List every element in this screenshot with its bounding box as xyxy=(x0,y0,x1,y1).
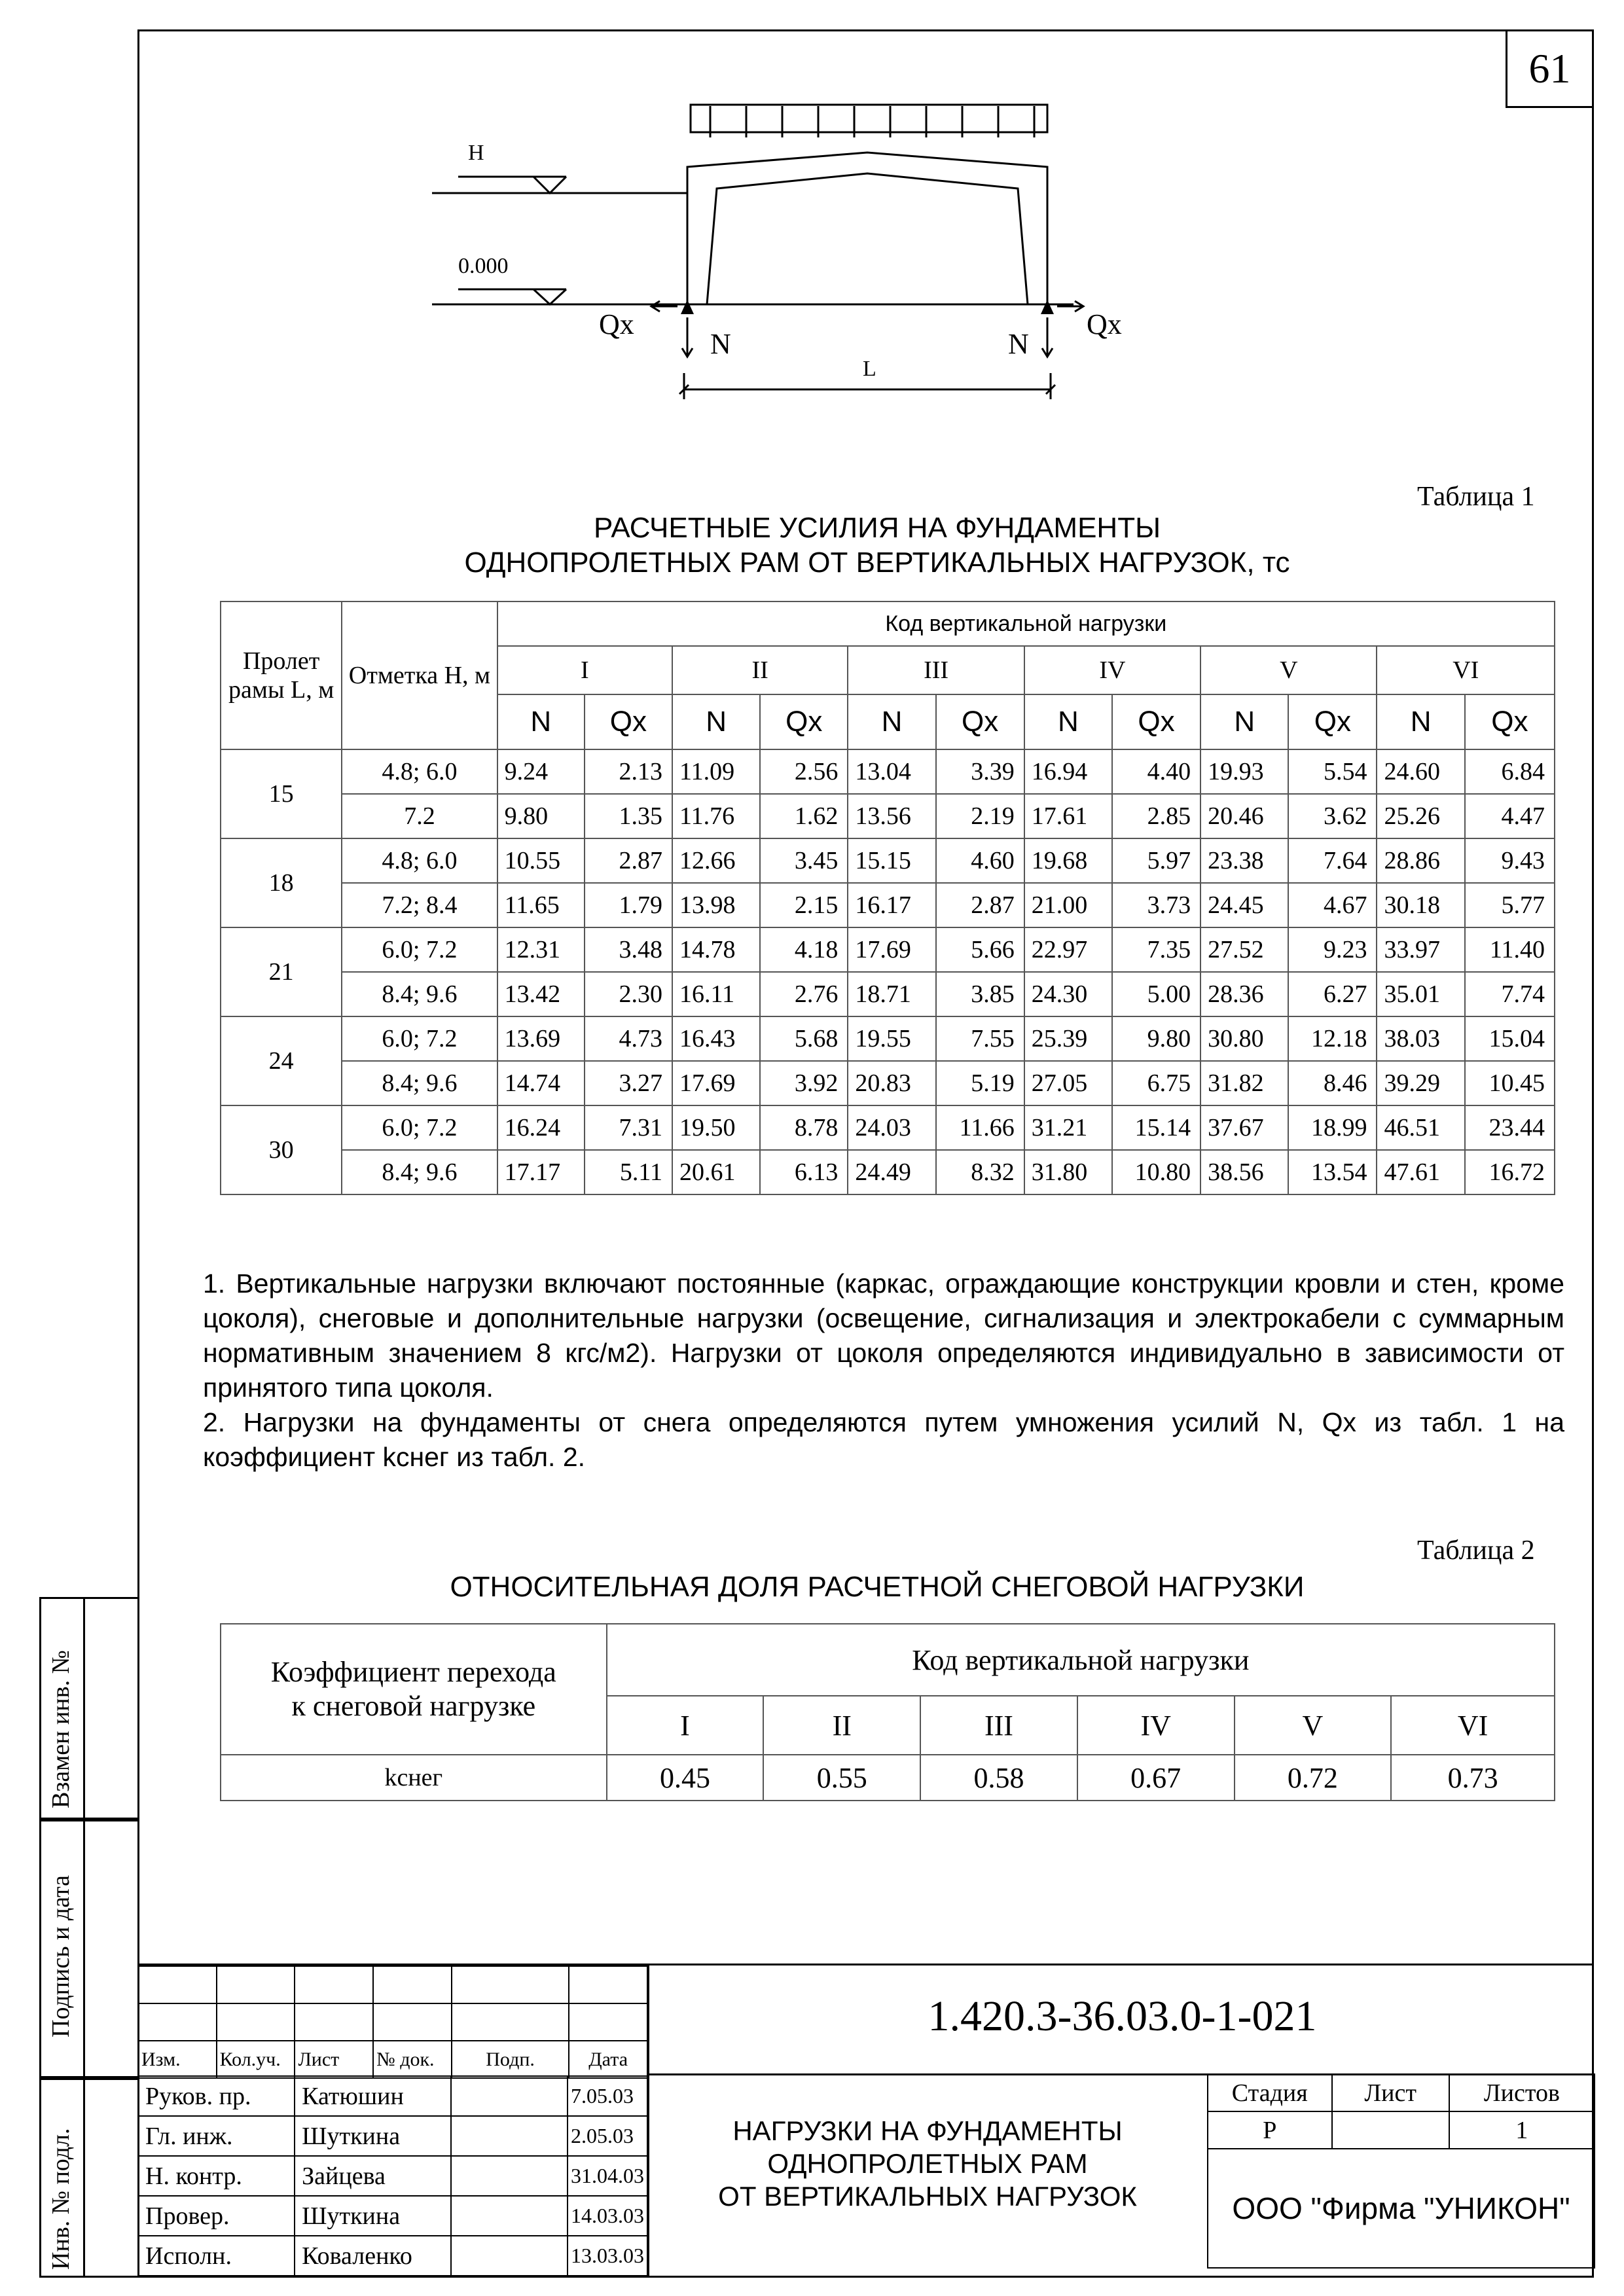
side-replaced-inv xyxy=(39,1597,137,1820)
table1-n-value: 39.29 xyxy=(1377,1061,1464,1105)
table1-span-cell: 24 xyxy=(221,1016,342,1105)
stamp-stage-value: Р xyxy=(1208,2111,1332,2149)
signature-name: Коваленко xyxy=(295,2236,451,2276)
table1-qx-value: 4.67 xyxy=(1288,883,1377,927)
table1-mark-cell: 4.8; 6.0 xyxy=(342,838,497,883)
table1-n-value: 14.78 xyxy=(672,927,760,972)
table1-n-value: 17.69 xyxy=(672,1061,760,1105)
table2-title: ОТНОСИТЕЛЬНАЯ ДОЛЯ РАСЧЕТНОЙ СНЕГОВОЙ НАГРУЗКИ xyxy=(450,1571,1305,1603)
table1-n-value: 28.36 xyxy=(1200,972,1288,1016)
stamp-col-sheet: Лист xyxy=(295,2041,373,2078)
table1-qx-value: 10.45 xyxy=(1465,1061,1555,1105)
table1-n-value: 46.51 xyxy=(1377,1105,1464,1150)
signature-row xyxy=(138,2116,647,2156)
stamp-company: ООО "Фирма "УНИКОН" xyxy=(1208,2149,1595,2268)
table1-qx-value: 7.64 xyxy=(1288,838,1377,883)
table1-row xyxy=(221,883,1555,927)
table1-qx-value: 3.45 xyxy=(760,838,848,883)
table1-qx-value: 3.39 xyxy=(936,749,1024,794)
table1-n-value: 20.83 xyxy=(848,1061,935,1105)
table1-span-cell: 15 xyxy=(221,749,342,838)
table1-header-code: Код вертикальной нагрузки xyxy=(497,601,1555,646)
table1-qx-value: 1.35 xyxy=(585,794,672,838)
table1-qx-value: 7.74 xyxy=(1465,972,1555,1016)
signature-name: Шуткина xyxy=(295,2116,451,2156)
table1-qx-value: 11.40 xyxy=(1465,927,1555,972)
table1-mark-cell: 6.0; 7.2 xyxy=(342,1105,497,1150)
table1-mark-cell: 8.4; 9.6 xyxy=(342,1061,497,1105)
table1-n-value: 13.42 xyxy=(497,972,585,1016)
table1-qx-value: 2.30 xyxy=(585,972,672,1016)
table2-code-2: II xyxy=(763,1696,920,1755)
table2-value-6: 0.73 xyxy=(1391,1755,1555,1801)
table1-n-value: 37.67 xyxy=(1200,1105,1288,1150)
diagram-label-h: H xyxy=(468,141,484,165)
table1-row xyxy=(221,1061,1555,1105)
signatures-table xyxy=(137,2075,648,2276)
table1-qx-value: 5.77 xyxy=(1465,883,1555,927)
table1-qx-value: 5.19 xyxy=(936,1061,1024,1105)
table1-mark-cell: 6.0; 7.2 xyxy=(342,927,497,972)
table1-subheader-n: N xyxy=(1200,694,1288,749)
table1-n-value: 47.61 xyxy=(1377,1150,1464,1194)
table2-value-2: 0.55 xyxy=(763,1755,920,1801)
table1-qx-value: 15.04 xyxy=(1465,1016,1555,1061)
table1-n-value: 25.39 xyxy=(1024,1016,1112,1061)
stamp-title-line3: ОТ ВЕРТИКАЛЬНЫХ НАГРУЗОК xyxy=(718,2181,1137,2212)
table1-qx-value: 8.78 xyxy=(760,1105,848,1150)
side-label-signature-date: Подпись и дата xyxy=(47,1874,75,2037)
table1-row xyxy=(221,1150,1555,1194)
signature-role: Провер. xyxy=(138,2196,295,2236)
table1-n-value: 16.24 xyxy=(497,1105,585,1150)
side-label-inv-original: Инв. № подл. xyxy=(47,2128,75,2270)
table1-n-value: 11.65 xyxy=(497,883,585,927)
table1-subheader-qx: Qx xyxy=(936,694,1024,749)
table1-span-cell: 18 xyxy=(221,838,342,927)
table1-subheader-qx: Qx xyxy=(1112,694,1200,749)
table1-code-5: V xyxy=(1200,646,1377,694)
table1-mark-cell: 8.4; 9.6 xyxy=(342,1150,497,1194)
signature-role: Н. контр. xyxy=(138,2156,295,2196)
diagram-label-l: L xyxy=(863,357,876,381)
table1-qx-value: 9.23 xyxy=(1288,927,1377,972)
table1-n-value: 38.03 xyxy=(1377,1016,1464,1061)
stamp-col-sign: Подп. xyxy=(452,2041,569,2078)
table2-code-3: III xyxy=(920,1696,1077,1755)
table1-qx-value: 2.87 xyxy=(936,883,1024,927)
table1-qx-value: 10.80 xyxy=(1112,1150,1200,1194)
table1-n-value: 17.69 xyxy=(848,927,935,972)
table1-row xyxy=(221,927,1555,972)
table1-qx-value: 3.27 xyxy=(585,1061,672,1105)
table1-n-value: 30.80 xyxy=(1200,1016,1288,1061)
signature-date: 14.03.03 xyxy=(568,2196,647,2236)
table1-qx-value: 7.35 xyxy=(1112,927,1200,972)
table1-qx-value: 6.27 xyxy=(1288,972,1377,1016)
table1-n-value: 16.94 xyxy=(1024,749,1112,794)
stamp-stage-table xyxy=(1207,2073,1595,2269)
revision-grid xyxy=(137,1965,648,2079)
table2 xyxy=(220,1623,1555,1801)
table1-qx-value: 4.60 xyxy=(936,838,1024,883)
table2-value-1: 0.45 xyxy=(607,1755,764,1801)
signature-date: 31.04.03 xyxy=(568,2156,647,2196)
table1-subheader-n: N xyxy=(1377,694,1464,749)
signature-sign xyxy=(451,2156,568,2196)
table1-qx-value: 6.13 xyxy=(760,1150,848,1194)
signature-role: Руков. пр. xyxy=(138,2076,295,2116)
table1-n-value: 13.56 xyxy=(848,794,935,838)
table1-subheader-qx: Qx xyxy=(760,694,848,749)
table1-qx-value: 3.85 xyxy=(936,972,1024,1016)
diagram-label-n-left: N xyxy=(710,328,731,360)
table1-qx-value: 3.48 xyxy=(585,927,672,972)
table1-n-value: 18.71 xyxy=(848,972,935,1016)
table1-n-value: 20.61 xyxy=(672,1150,760,1194)
stamp-right-area xyxy=(648,1965,1594,2278)
table2-value-3: 0.58 xyxy=(920,1755,1077,1801)
sheet-number: 61 xyxy=(1506,29,1594,108)
table1-qx-value: 6.75 xyxy=(1112,1061,1200,1105)
signature-row xyxy=(138,2236,647,2276)
table1-n-value: 30.18 xyxy=(1377,883,1464,927)
signature-row xyxy=(138,2156,647,2196)
table1-code-1: I xyxy=(497,646,672,694)
table1-n-value: 19.50 xyxy=(672,1105,760,1150)
signature-row xyxy=(138,2196,647,2236)
table1-qx-value: 23.44 xyxy=(1465,1105,1555,1150)
stamp-title-line2: ОДНОПРОЛЕТНЫХ РАМ xyxy=(767,2148,1088,2179)
table1 xyxy=(220,601,1555,1195)
table1-qx-value: 1.62 xyxy=(760,794,848,838)
side-label-replaced-inv: Взамен инв. № xyxy=(47,1650,75,1808)
stamp-title xyxy=(649,2115,1206,2213)
table1-n-value: 27.52 xyxy=(1200,927,1288,972)
table1-n-value: 9.24 xyxy=(497,749,585,794)
table2-header-coef: Коэффициент перехода к снеговой нагрузке xyxy=(221,1624,607,1755)
note-1: 1. Вертикальные нагрузки включают постоянные (каркас, ограждающие конструкции кровли и стен, кроме цоколя), снеговые и дополнительные нагрузки (освещение, сигнализация и электрокабели с суммарным нормативным значением 8 кгс/м2). Нагрузки от цоколя определяются индивидуально в зависимости от принятого типа цоколя. xyxy=(203,1268,1564,1403)
table1-qx-value: 2.15 xyxy=(760,883,848,927)
table1-qx-value: 4.40 xyxy=(1112,749,1200,794)
table1-n-value: 21.00 xyxy=(1024,883,1112,927)
table1-n-value: 11.76 xyxy=(672,794,760,838)
table1-header-mark: Отметка Н, м xyxy=(342,601,497,749)
table1-qx-value: 5.97 xyxy=(1112,838,1200,883)
table1-qx-value: 18.99 xyxy=(1288,1105,1377,1150)
table1-row xyxy=(221,972,1555,1016)
diagram-label-zero: 0.000 xyxy=(458,254,509,278)
table1-n-value: 28.86 xyxy=(1377,838,1464,883)
table1-qx-value: 5.66 xyxy=(936,927,1024,972)
table1-n-value: 17.61 xyxy=(1024,794,1112,838)
notes xyxy=(203,1266,1564,1475)
table1-title-line1: РАСЧЕТНЫЕ УСИЛИЯ НА ФУНДАМЕНТЫ xyxy=(593,512,1161,544)
table1-n-value: 24.60 xyxy=(1377,749,1464,794)
stamp-sheets-value: 1 xyxy=(1449,2111,1595,2149)
table1-n-value: 15.15 xyxy=(848,838,935,883)
table1-n-value: 13.04 xyxy=(848,749,935,794)
signature-sign xyxy=(451,2196,568,2236)
stamp-sheet-value xyxy=(1332,2111,1449,2149)
table1-span-cell: 30 xyxy=(221,1105,342,1194)
table1-header-span: Пролет рамы L, м xyxy=(221,601,342,749)
table1-qx-value: 2.76 xyxy=(760,972,848,1016)
signature-name: Шуткина xyxy=(295,2196,451,2236)
table1-code-6: VI xyxy=(1377,646,1555,694)
table1-n-value: 24.30 xyxy=(1024,972,1112,1016)
table1-n-value: 19.93 xyxy=(1200,749,1288,794)
table1-n-value: 11.09 xyxy=(672,749,760,794)
table1-qx-value: 8.46 xyxy=(1288,1061,1377,1105)
table1-qx-value: 4.18 xyxy=(760,927,848,972)
table1-qx-value: 4.47 xyxy=(1465,794,1555,838)
table1-row xyxy=(221,1016,1555,1061)
table1-n-value: 10.55 xyxy=(497,838,585,883)
signature-sign xyxy=(451,2116,568,2156)
stamp-column-headers xyxy=(138,2041,647,2078)
table1-n-value: 16.11 xyxy=(672,972,760,1016)
signature-sign xyxy=(451,2076,568,2116)
table1-mark-cell: 7.2; 8.4 xyxy=(342,883,497,927)
table1-n-value: 19.68 xyxy=(1024,838,1112,883)
signature-role: Исполн. xyxy=(138,2236,295,2276)
table1-n-value: 35.01 xyxy=(1377,972,1464,1016)
table1-n-value: 33.97 xyxy=(1377,927,1464,972)
table1-n-value: 31.21 xyxy=(1024,1105,1112,1150)
stamp-col-change: Изм. xyxy=(138,2041,217,2078)
table1-n-value: 16.17 xyxy=(848,883,935,927)
table1-n-value: 24.03 xyxy=(848,1105,935,1150)
signature-row xyxy=(138,2076,647,2116)
table1-qx-value: 13.54 xyxy=(1288,1150,1377,1194)
table1-qx-value: 3.73 xyxy=(1112,883,1200,927)
table1-qx-value: 3.92 xyxy=(760,1061,848,1105)
stamp-col-doc-no: № док. xyxy=(373,2041,452,2078)
table1-qx-value: 3.62 xyxy=(1288,794,1377,838)
table1-code-4: IV xyxy=(1024,646,1200,694)
table1-qx-value: 6.84 xyxy=(1465,749,1555,794)
table1-code-2: II xyxy=(672,646,848,694)
table1-n-value: 24.49 xyxy=(848,1150,935,1194)
table1-n-value: 12.31 xyxy=(497,927,585,972)
stamp-title-line1: НАГРУЗКИ НА ФУНДАМЕНТЫ xyxy=(732,2115,1123,2146)
table1-mark-cell: 7.2 xyxy=(342,794,497,838)
table1-n-value: 20.46 xyxy=(1200,794,1288,838)
table1-qx-value: 7.55 xyxy=(936,1016,1024,1061)
table1-subheader-qx: Qx xyxy=(585,694,672,749)
table1-qx-value: 5.54 xyxy=(1288,749,1377,794)
stamp-sheet-label: Лист xyxy=(1332,2074,1449,2111)
table1-row xyxy=(221,1105,1555,1150)
signature-role: Гл. инж. xyxy=(138,2116,295,2156)
diagram-label-n-right: N xyxy=(1008,328,1029,360)
table1-qx-value: 1.79 xyxy=(585,883,672,927)
table1-n-value: 38.56 xyxy=(1200,1150,1288,1194)
title-block xyxy=(137,1964,1594,2278)
side-signature-date xyxy=(39,1820,137,2078)
stamp-stage-label: Стадия xyxy=(1208,2074,1332,2111)
table1-n-value: 12.66 xyxy=(672,838,760,883)
table2-code-5: V xyxy=(1235,1696,1392,1755)
signature-date: 13.03.03 xyxy=(568,2236,647,2276)
table2-header-code: Код вертикальной нагрузки xyxy=(607,1624,1555,1696)
table1-subheader-n: N xyxy=(672,694,760,749)
diagram-label-qx-right: Qx xyxy=(1087,308,1122,340)
table1-n-value: 19.55 xyxy=(848,1016,935,1061)
table1-subheader-qx: Qx xyxy=(1465,694,1555,749)
signature-date: 2.05.03 xyxy=(568,2116,647,2156)
table1-qx-value: 9.80 xyxy=(1112,1016,1200,1061)
table1-row xyxy=(221,794,1555,838)
table1-qx-value: 2.13 xyxy=(585,749,672,794)
table1-qx-value: 16.72 xyxy=(1465,1150,1555,1194)
table1-n-value: 14.74 xyxy=(497,1061,585,1105)
table1-n-value: 23.38 xyxy=(1200,838,1288,883)
table2-caption: Таблица 2 xyxy=(1417,1535,1535,1566)
table1-n-value: 31.80 xyxy=(1024,1150,1112,1194)
table1-span-cell: 21 xyxy=(221,927,342,1016)
table1-row xyxy=(221,749,1555,794)
table1-qx-value: 12.18 xyxy=(1288,1016,1377,1061)
table2-code-1: I xyxy=(607,1696,764,1755)
signature-date: 7.05.03 xyxy=(568,2076,647,2116)
stamp-col-qty: Кол.уч. xyxy=(217,2041,295,2078)
table1-subheader-n: N xyxy=(497,694,585,749)
table1-n-value: 17.17 xyxy=(497,1150,585,1194)
table1-qx-value: 2.85 xyxy=(1112,794,1200,838)
table2-code-4: IV xyxy=(1077,1696,1235,1755)
table1-code-3: III xyxy=(848,646,1024,694)
table1-n-value: 9.80 xyxy=(497,794,585,838)
note-2: 2. Нагрузки на фундаменты от снега определяются путем умножения усилий N, Qx из табл. 1 на коэффициент kснег из табл. 2. xyxy=(203,1407,1564,1472)
signature-name: Катюшин xyxy=(295,2076,451,2116)
table2-value-5: 0.72 xyxy=(1235,1755,1392,1801)
stamp-col-date: Дата xyxy=(569,2041,647,2078)
table1-subheader-n: N xyxy=(848,694,935,749)
diagram-label-qx-left: Qx xyxy=(599,308,634,340)
table1-qx-value: 2.56 xyxy=(760,749,848,794)
table1-caption: Таблица 1 xyxy=(1417,482,1535,512)
side-inv-original xyxy=(39,2078,137,2278)
table1-n-value: 13.98 xyxy=(672,883,760,927)
table1-n-value: 27.05 xyxy=(1024,1061,1112,1105)
table1-row xyxy=(221,838,1555,883)
table1-n-value: 31.82 xyxy=(1200,1061,1288,1105)
stamp-doc-code: 1.420.3-36.03.0-1-021 xyxy=(928,1992,1317,2040)
table1-qx-value: 2.19 xyxy=(936,794,1024,838)
table2-value-4: 0.67 xyxy=(1077,1755,1235,1801)
table1-qx-value: 2.87 xyxy=(585,838,672,883)
table1-n-value: 16.43 xyxy=(672,1016,760,1061)
table1-qx-value: 7.31 xyxy=(585,1105,672,1150)
table1-qx-value: 8.32 xyxy=(936,1150,1024,1194)
table1-qx-value: 15.14 xyxy=(1112,1105,1200,1150)
table1-n-value: 24.45 xyxy=(1200,883,1288,927)
table1-n-value: 25.26 xyxy=(1377,794,1464,838)
table2-code-6: VI xyxy=(1391,1696,1555,1755)
table1-qx-value: 5.11 xyxy=(585,1150,672,1194)
table1-title-line2: ОДНОПРОЛЕТНЫХ РАМ ОТ ВЕРТИКАЛЬНЫХ НАГРУЗОК, тс xyxy=(464,547,1290,579)
table1-mark-cell: 8.4; 9.6 xyxy=(342,972,497,1016)
frame-diagram xyxy=(419,92,1139,406)
table1-mark-cell: 4.8; 6.0 xyxy=(342,749,497,794)
table1-qx-value: 5.00 xyxy=(1112,972,1200,1016)
table1-qx-value: 4.73 xyxy=(585,1016,672,1061)
table1-mark-cell: 6.0; 7.2 xyxy=(342,1016,497,1061)
table1-qx-value: 5.68 xyxy=(760,1016,848,1061)
table1-qx-value: 11.66 xyxy=(936,1105,1024,1150)
signature-sign xyxy=(451,2236,568,2276)
signature-name: Зайцева xyxy=(295,2156,451,2196)
stamp-sheets-label: Листов xyxy=(1449,2074,1595,2111)
table2-row-label: kснег xyxy=(221,1755,607,1801)
table1-n-value: 22.97 xyxy=(1024,927,1112,972)
table1-subheader-qx: Qx xyxy=(1288,694,1377,749)
table1-subheader-n: N xyxy=(1024,694,1112,749)
table1-qx-value: 9.43 xyxy=(1465,838,1555,883)
table1-n-value: 13.69 xyxy=(497,1016,585,1061)
